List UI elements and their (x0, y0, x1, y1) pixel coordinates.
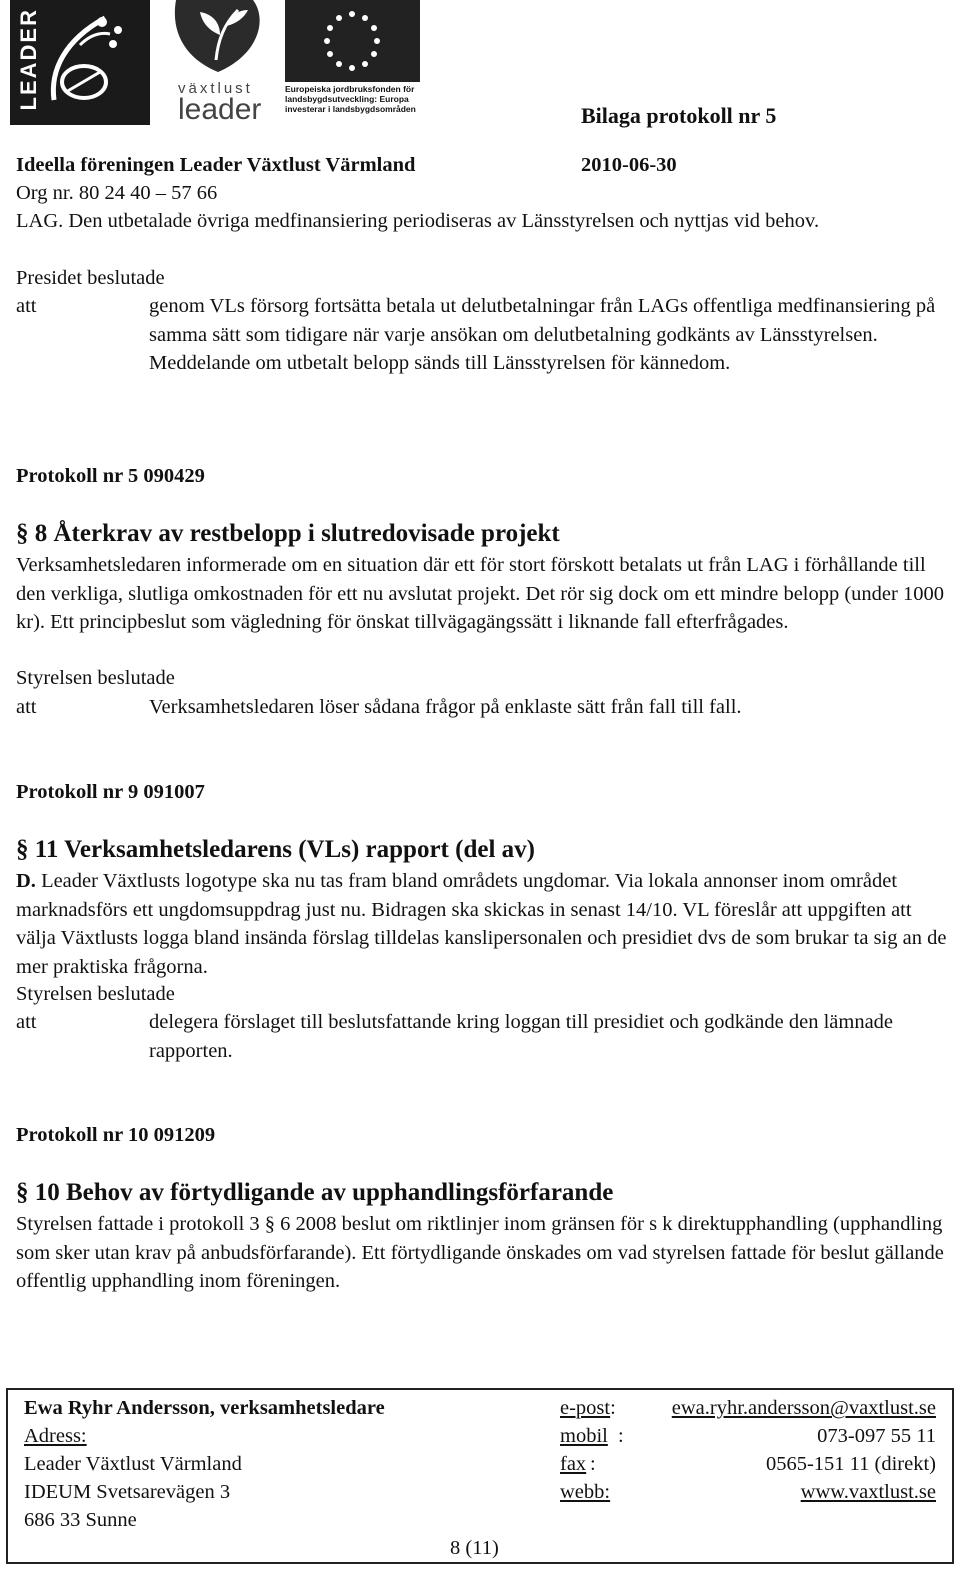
bilaga-label: Bilaga protokoll nr 5 (581, 103, 777, 128)
item-letter: D. (16, 870, 36, 892)
intro-paragraph: LAG. Den utbetalade övriga medfinansiering periodiseras av Länsstyrelsen och nyttjas vid behov. (16, 210, 820, 232)
mobile-number: 073-097 55 11 (817, 1425, 936, 1447)
fax-label: fax (560, 1453, 587, 1475)
eu-logo (285, 0, 420, 128)
section-title: 8 Återkrav av restbelopp i slutredovisade projekt (34, 520, 560, 547)
decision-text: genom VLs försorg fortsätta betala ut delutbetalningar från LAGs offentliga medfinansiering på samma sätt som tidigare när varje ansökan om delutbetalning godkänts av Länsstyrelsen. Meddelande om utbetalt belopp sänds till Länsstyrelsen för kännedom. (149, 295, 936, 374)
decision-text: Verksamhetsledaren löser sådana frågor på enklaste sätt från fall till fall. (149, 696, 742, 718)
section-heading (16, 520, 560, 548)
address-org: Leader Växtlust Värmland (24, 1453, 242, 1475)
web-link[interactable]: www.vaxtlust.se (800, 1481, 936, 1503)
section-title: 11 Verksamhetsledarens (VLs) rapport (del av) (34, 836, 535, 863)
document-date: 2010-06-30 (581, 154, 677, 176)
att-label: att (16, 696, 37, 718)
mobile-colon: : (618, 1425, 624, 1447)
section-heading (16, 1179, 613, 1207)
email-label: e-post: (560, 1397, 616, 1419)
leader-emblem-icon (10, 0, 150, 125)
protocol-ref: Protokoll nr 9 091007 (16, 781, 205, 803)
leader-logo (10, 0, 150, 125)
att-label: att (16, 1011, 37, 1033)
vaxtlust-small-text: växtlust (178, 80, 253, 97)
leader-logo-text: LEADER (16, 8, 41, 111)
section-sign: § (16, 520, 29, 547)
section-sign: § (16, 836, 29, 863)
section-sign: § (16, 1179, 29, 1206)
mobile-label: mobil (560, 1425, 608, 1447)
decision-intro: Styrelsen beslutade (16, 983, 175, 1005)
paragraph-text: Leader Växtlusts logotype ska nu tas fram bland områdets ungdomar. Via lokala annonser inom området marknadsförs ett ungdomsuppdrag just nu. Bidragen ska skickas in senast 14/10. VL föreslår att uppgiften att välja Växtlusts logga bland insända förslag tilldelas kanslipersonalen och presidiet dvs de som brukar ta sig an de mer praktiska frågorna. (16, 870, 947, 978)
vaxtlust-emblem-icon (158, 0, 276, 80)
section-paragraph: Styrelsen fattade i protokoll 3 § 6 2008 beslut om riktlinjer inom gränsen för s k direktupphandling (upphandling som sker utan krav på anbudsförfarande). Ett förtydligande önskades om vad styrelsen fattade för beslut gällande offentlig upphandling inom föreningen. (16, 1213, 944, 1292)
address-label: Adress: (24, 1425, 87, 1447)
section-title: 10 Behov av förtydligande av upphandlingsförfarande (34, 1179, 614, 1206)
contact-name: Ewa Ryhr Andersson, verksamhetsledare (24, 1397, 385, 1419)
email-link[interactable]: ewa.ryhr.andersson@vaxtlust.se (671, 1397, 936, 1419)
address-city: 686 33 Sunne (24, 1509, 137, 1531)
address-street: IDEUM Svetsarevägen 3 (24, 1481, 231, 1503)
fax-number: 0565-151 11 (direkt) (765, 1453, 936, 1475)
att-label: att (16, 295, 37, 317)
org-name: Ideella föreningen Leader Växtlust Värmland (16, 154, 416, 176)
decision-text: delegera förslaget till beslutsfattande kring loggan till presidiet och godkände den lämnade rapporten. (149, 1011, 894, 1062)
web-label: webb: (560, 1481, 611, 1503)
page-number: 8 (11) (450, 1537, 499, 1559)
eu-flag-icon (285, 0, 420, 82)
section-heading (16, 836, 535, 864)
fax-colon: : (590, 1453, 596, 1475)
section-paragraph (16, 867, 948, 981)
vaxtlust-logo (158, 0, 276, 128)
protocol-ref: Protokoll nr 10 091209 (16, 1124, 216, 1146)
contact-footer (6, 1388, 954, 1564)
eu-logo-text: Europeiska jordbruksfonden för landsbygdsutveckling: Europa investerar i landsbygdsområden (285, 84, 416, 114)
org-number: Org nr. 80 24 40 – 57 66 (16, 182, 218, 204)
decision-intro: Styrelsen beslutade (16, 667, 175, 689)
vaxtlust-large-text: leader (178, 93, 262, 126)
protocol-ref: Protokoll nr 5 090429 (16, 465, 205, 487)
section-paragraph: Verksamhetsledaren informerade om en situation där ett för stort förskott betalats ut från LAG i förhållande till den verkliga, slutliga omkostnaden för ett nu avslutat projekt. Det rör sig dock om ett mindre belopp (under 1000 kr). Ett principbeslut som vägledning för önskat tillvägagängssätt i liknande fall efterfrågades. (16, 554, 944, 633)
decision-intro: Presidet beslutade (16, 267, 165, 289)
